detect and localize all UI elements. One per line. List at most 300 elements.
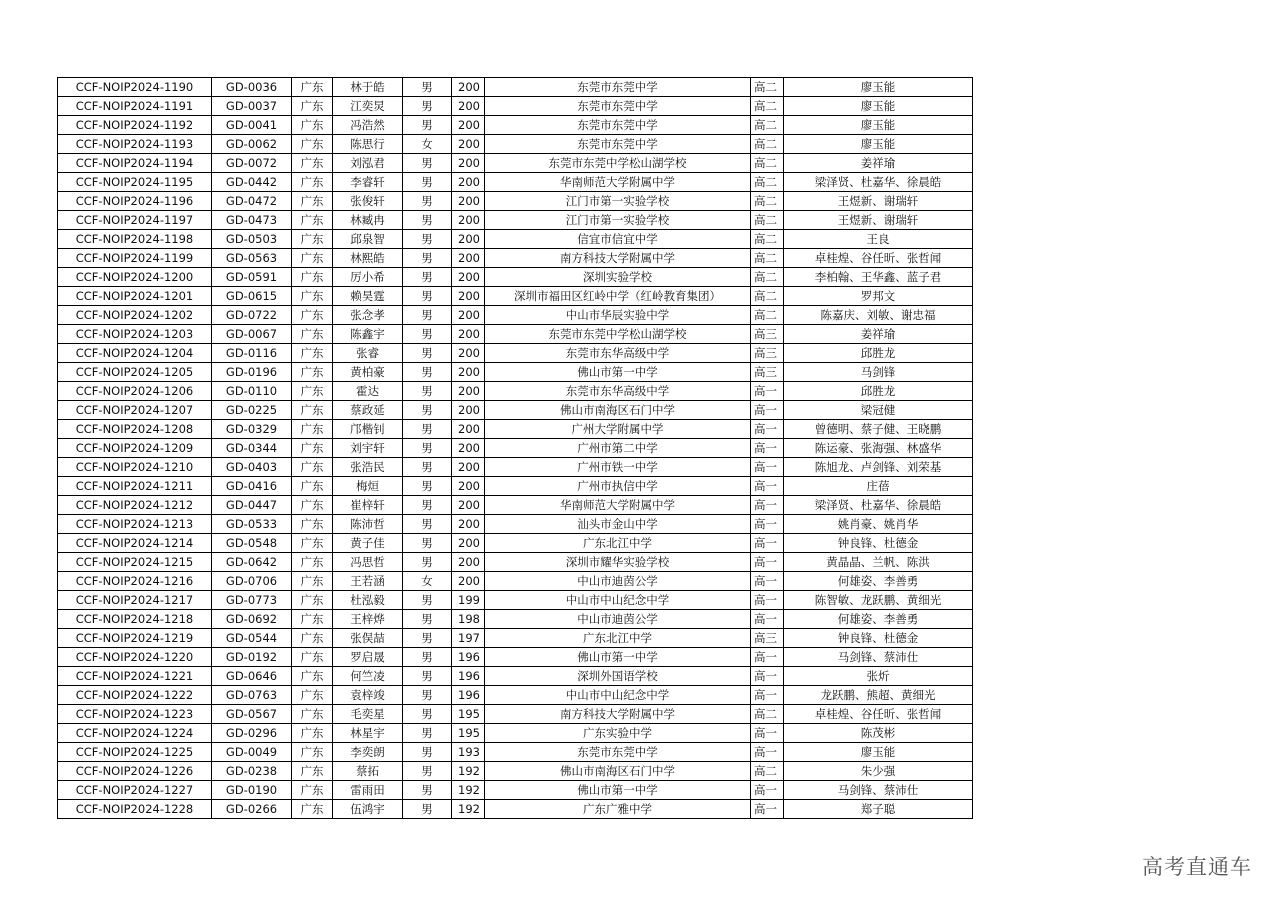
school-cell: 广州市第二中学 (485, 439, 751, 458)
cert-id-cell: CCF-NOIP2024-1225 (58, 743, 212, 762)
score-cell: 200 (452, 192, 485, 211)
contestant-id-cell: GD-0533 (212, 515, 292, 534)
school-cell: 中山市华辰实验中学 (485, 306, 751, 325)
score-cell: 200 (452, 268, 485, 287)
score-cell: 200 (452, 477, 485, 496)
school-cell: 佛山市第一中学 (485, 781, 751, 800)
contestant-id-cell: GD-0567 (212, 705, 292, 724)
gender-cell: 男 (403, 781, 452, 800)
grade-cell: 高二 (751, 306, 784, 325)
coach-cell: 廖玉能 (784, 135, 973, 154)
province-cell: 广东 (292, 382, 333, 401)
score-cell: 193 (452, 743, 485, 762)
gender-cell: 男 (403, 211, 452, 230)
table-row (58, 667, 973, 686)
contestant-id-cell: GD-0646 (212, 667, 292, 686)
table-row (58, 325, 973, 344)
name-cell: 邱泉智 (333, 230, 403, 249)
school-cell: 东莞市东莞中学 (485, 97, 751, 116)
gender-cell: 男 (403, 306, 452, 325)
contestant-id-cell: GD-0196 (212, 363, 292, 382)
contestant-id-cell: GD-0773 (212, 591, 292, 610)
name-cell: 蔡拓 (333, 762, 403, 781)
contestant-id-cell: GD-0266 (212, 800, 292, 819)
name-cell: 林星宇 (333, 724, 403, 743)
table-row (58, 781, 973, 800)
cert-id-cell: CCF-NOIP2024-1221 (58, 667, 212, 686)
province-cell: 广东 (292, 496, 333, 515)
name-cell: 王梓烨 (333, 610, 403, 629)
school-cell: 广州市铁一中学 (485, 458, 751, 477)
grade-cell: 高一 (751, 534, 784, 553)
province-cell: 广东 (292, 439, 333, 458)
coach-cell: 邱胜龙 (784, 382, 973, 401)
province-cell: 广东 (292, 667, 333, 686)
table-row (58, 686, 973, 705)
coach-cell: 姚肖豪、姚肖华 (784, 515, 973, 534)
grade-cell: 高一 (751, 667, 784, 686)
school-cell: 广东北江中学 (485, 534, 751, 553)
table-row (58, 78, 973, 97)
province-cell: 广东 (292, 325, 333, 344)
table-row (58, 401, 973, 420)
gender-cell: 男 (403, 477, 452, 496)
name-cell: 冯思哲 (333, 553, 403, 572)
coach-cell: 王煜新、谢瑞轩 (784, 211, 973, 230)
table-body (58, 78, 973, 819)
name-cell: 蔡政延 (333, 401, 403, 420)
score-cell: 200 (452, 420, 485, 439)
gender-cell: 男 (403, 363, 452, 382)
coach-cell: 廖玉能 (784, 743, 973, 762)
score-cell: 200 (452, 249, 485, 268)
cert-id-cell: CCF-NOIP2024-1209 (58, 439, 212, 458)
province-cell: 广东 (292, 781, 333, 800)
cert-id-cell: CCF-NOIP2024-1204 (58, 344, 212, 363)
contestant-id-cell: GD-0447 (212, 496, 292, 515)
contestant-id-cell: GD-0067 (212, 325, 292, 344)
grade-cell: 高一 (751, 743, 784, 762)
cert-id-cell: CCF-NOIP2024-1208 (58, 420, 212, 439)
coach-cell: 朱少强 (784, 762, 973, 781)
grade-cell: 高三 (751, 344, 784, 363)
coach-cell: 卓桂煌、谷任昕、张哲闻 (784, 249, 973, 268)
province-cell: 广东 (292, 477, 333, 496)
grade-cell: 高三 (751, 325, 784, 344)
name-cell: 何竺凌 (333, 667, 403, 686)
grade-cell: 高二 (751, 192, 784, 211)
gender-cell: 男 (403, 173, 452, 192)
cert-id-cell: CCF-NOIP2024-1213 (58, 515, 212, 534)
cert-id-cell: CCF-NOIP2024-1219 (58, 629, 212, 648)
school-cell: 中山市迪茵公学 (485, 610, 751, 629)
gender-cell: 男 (403, 287, 452, 306)
province-cell: 广东 (292, 591, 333, 610)
province-cell: 广东 (292, 135, 333, 154)
school-cell: 佛山市第一中学 (485, 363, 751, 382)
grade-cell: 高一 (751, 572, 784, 591)
grade-cell: 高二 (751, 762, 784, 781)
score-cell: 200 (452, 363, 485, 382)
contestant-id-cell: GD-0192 (212, 648, 292, 667)
score-cell: 200 (452, 496, 485, 515)
table-row (58, 287, 973, 306)
grade-cell: 高二 (751, 249, 784, 268)
coach-cell: 郑子聪 (784, 800, 973, 819)
school-cell: 汕头市金山中学 (485, 515, 751, 534)
gender-cell: 男 (403, 268, 452, 287)
coach-cell: 黄晶晶、兰帆、陈洪 (784, 553, 973, 572)
contestant-id-cell: GD-0238 (212, 762, 292, 781)
school-cell: 华南师范大学附属中学 (485, 496, 751, 515)
contestant-id-cell: GD-0692 (212, 610, 292, 629)
coach-cell: 何雄姿、李善勇 (784, 610, 973, 629)
cert-id-cell: CCF-NOIP2024-1192 (58, 116, 212, 135)
name-cell: 崔梓轩 (333, 496, 403, 515)
cert-id-cell: CCF-NOIP2024-1195 (58, 173, 212, 192)
grade-cell: 高一 (751, 800, 784, 819)
coach-cell: 龙跃鹏、熊超、黄细光 (784, 686, 973, 705)
province-cell: 广东 (292, 743, 333, 762)
gender-cell: 男 (403, 724, 452, 743)
score-cell: 196 (452, 648, 485, 667)
name-cell: 刘宇轩 (333, 439, 403, 458)
table-row (58, 724, 973, 743)
score-cell: 200 (452, 97, 485, 116)
contestant-id-cell: GD-0062 (212, 135, 292, 154)
grade-cell: 高二 (751, 97, 784, 116)
coach-cell: 陈运豪、张海强、林盛华 (784, 439, 973, 458)
gender-cell: 男 (403, 762, 452, 781)
coach-cell: 王煜新、谢瑞轩 (784, 192, 973, 211)
coach-cell: 卓桂煌、谷任昕、张哲闻 (784, 705, 973, 724)
grade-cell: 高一 (751, 401, 784, 420)
table-row (58, 610, 973, 629)
gender-cell: 男 (403, 629, 452, 648)
gender-cell: 男 (403, 667, 452, 686)
province-cell: 广东 (292, 230, 333, 249)
province-cell: 广东 (292, 553, 333, 572)
province-cell: 广东 (292, 154, 333, 173)
province-cell: 广东 (292, 705, 333, 724)
grade-cell: 高一 (751, 724, 784, 743)
coach-cell: 钟良锋、杜德金 (784, 629, 973, 648)
table-row (58, 496, 973, 515)
table-row (58, 249, 973, 268)
cert-id-cell: CCF-NOIP2024-1222 (58, 686, 212, 705)
cert-id-cell: CCF-NOIP2024-1223 (58, 705, 212, 724)
school-cell: 深圳外国语学校 (485, 667, 751, 686)
coach-cell: 姜祥瑜 (784, 154, 973, 173)
province-cell: 广东 (292, 762, 333, 781)
cert-id-cell: CCF-NOIP2024-1228 (58, 800, 212, 819)
province-cell: 广东 (292, 401, 333, 420)
coach-cell: 姜祥瑜 (784, 325, 973, 344)
name-cell: 陈鑫宇 (333, 325, 403, 344)
school-cell: 中山市中山纪念中学 (485, 591, 751, 610)
contestant-id-cell: GD-0563 (212, 249, 292, 268)
gender-cell: 男 (403, 610, 452, 629)
contestant-id-cell: GD-0190 (212, 781, 292, 800)
school-cell: 南方科技大学附属中学 (485, 249, 751, 268)
contestant-id-cell: GD-0041 (212, 116, 292, 135)
school-cell: 东莞市东莞中学 (485, 743, 751, 762)
grade-cell: 高一 (751, 420, 784, 439)
score-cell: 192 (452, 781, 485, 800)
contestant-id-cell: GD-0110 (212, 382, 292, 401)
score-cell: 195 (452, 724, 485, 743)
score-cell: 200 (452, 534, 485, 553)
name-cell: 张睿 (333, 344, 403, 363)
province-cell: 广东 (292, 648, 333, 667)
gender-cell: 男 (403, 439, 452, 458)
school-cell: 深圳市耀华实验学校 (485, 553, 751, 572)
contestant-id-cell: GD-0642 (212, 553, 292, 572)
school-cell: 东莞市东莞中学松山湖学校 (485, 325, 751, 344)
grade-cell: 高一 (751, 458, 784, 477)
table-row (58, 591, 973, 610)
province-cell: 广东 (292, 192, 333, 211)
name-cell: 杜泓毅 (333, 591, 403, 610)
gender-cell: 男 (403, 192, 452, 211)
school-cell: 广东广雅中学 (485, 800, 751, 819)
grade-cell: 高二 (751, 211, 784, 230)
score-cell: 200 (452, 344, 485, 363)
watermark-text: 高考直通车 (1142, 855, 1252, 879)
grade-cell: 高二 (751, 287, 784, 306)
gender-cell: 男 (403, 230, 452, 249)
cert-id-cell: CCF-NOIP2024-1210 (58, 458, 212, 477)
contestant-id-cell: GD-0072 (212, 154, 292, 173)
table-row (58, 382, 973, 401)
coach-cell: 梁冠健 (784, 401, 973, 420)
table-row (58, 363, 973, 382)
grade-cell: 高二 (751, 705, 784, 724)
coach-cell: 王良 (784, 230, 973, 249)
school-cell: 江门市第一实验学校 (485, 211, 751, 230)
table-row (58, 230, 973, 249)
cert-id-cell: CCF-NOIP2024-1203 (58, 325, 212, 344)
gender-cell: 男 (403, 420, 452, 439)
grade-cell: 高二 (751, 230, 784, 249)
gender-cell: 男 (403, 496, 452, 515)
name-cell: 张俣喆 (333, 629, 403, 648)
table-row (58, 211, 973, 230)
province-cell: 广东 (292, 629, 333, 648)
grade-cell: 高二 (751, 78, 784, 97)
gender-cell: 男 (403, 78, 452, 97)
cert-id-cell: CCF-NOIP2024-1226 (58, 762, 212, 781)
table-row (58, 344, 973, 363)
province-cell: 广东 (292, 306, 333, 325)
gender-cell: 男 (403, 743, 452, 762)
score-cell: 200 (452, 458, 485, 477)
contestant-id-cell: GD-0036 (212, 78, 292, 97)
table-row (58, 572, 973, 591)
cert-id-cell: CCF-NOIP2024-1199 (58, 249, 212, 268)
score-cell: 200 (452, 572, 485, 591)
contestant-id-cell: GD-0722 (212, 306, 292, 325)
name-cell: 李睿轩 (333, 173, 403, 192)
name-cell: 罗启晟 (333, 648, 403, 667)
province-cell: 广东 (292, 458, 333, 477)
school-cell: 深圳市福田区红岭中学（红岭教育集团） (485, 287, 751, 306)
grade-cell: 高一 (751, 610, 784, 629)
contestant-id-cell: GD-0116 (212, 344, 292, 363)
coach-cell: 李柏翰、王华鑫、蓝子君 (784, 268, 973, 287)
coach-cell: 庄蓓 (784, 477, 973, 496)
coach-cell: 梁泽贤、杜嘉华、徐晨皓 (784, 173, 973, 192)
gender-cell: 男 (403, 344, 452, 363)
coach-cell: 廖玉能 (784, 97, 973, 116)
province-cell: 广东 (292, 78, 333, 97)
gender-cell: 男 (403, 154, 452, 173)
name-cell: 邝楷钊 (333, 420, 403, 439)
province-cell: 广东 (292, 363, 333, 382)
province-cell: 广东 (292, 268, 333, 287)
contestant-id-cell: GD-0442 (212, 173, 292, 192)
cert-id-cell: CCF-NOIP2024-1198 (58, 230, 212, 249)
table-row (58, 306, 973, 325)
cert-id-cell: CCF-NOIP2024-1193 (58, 135, 212, 154)
grade-cell: 高三 (751, 629, 784, 648)
school-cell: 东莞市东莞中学 (485, 116, 751, 135)
province-cell: 广东 (292, 800, 333, 819)
school-cell: 华南师范大学附属中学 (485, 173, 751, 192)
cert-id-cell: CCF-NOIP2024-1196 (58, 192, 212, 211)
school-cell: 广东实验中学 (485, 724, 751, 743)
coach-cell: 陈旭龙、卢剑锋、刘荣基 (784, 458, 973, 477)
score-cell: 200 (452, 306, 485, 325)
contestant-id-cell: GD-0763 (212, 686, 292, 705)
table-row (58, 458, 973, 477)
name-cell: 伍鸿宇 (333, 800, 403, 819)
contestant-id-cell: GD-0416 (212, 477, 292, 496)
coach-cell: 钟良锋、杜德金 (784, 534, 973, 553)
contestant-id-cell: GD-0591 (212, 268, 292, 287)
grade-cell: 高一 (751, 781, 784, 800)
contestant-id-cell: GD-0473 (212, 211, 292, 230)
table-row (58, 116, 973, 135)
cert-id-cell: CCF-NOIP2024-1194 (58, 154, 212, 173)
name-cell: 陈沛哲 (333, 515, 403, 534)
school-cell: 东莞市东莞中学松山湖学校 (485, 154, 751, 173)
name-cell: 张浩民 (333, 458, 403, 477)
score-cell: 200 (452, 116, 485, 135)
cert-id-cell: CCF-NOIP2024-1227 (58, 781, 212, 800)
coach-cell: 何雄姿、李善勇 (784, 572, 973, 591)
school-cell: 深圳实验学校 (485, 268, 751, 287)
cert-id-cell: CCF-NOIP2024-1218 (58, 610, 212, 629)
score-cell: 200 (452, 325, 485, 344)
school-cell: 东莞市东华高级中学 (485, 344, 751, 363)
province-cell: 广东 (292, 572, 333, 591)
gender-cell: 男 (403, 382, 452, 401)
table-row (58, 439, 973, 458)
coach-cell: 陈嘉庆、刘敏、谢忠福 (784, 306, 973, 325)
school-cell: 信宜市信宜中学 (485, 230, 751, 249)
grade-cell: 高三 (751, 363, 784, 382)
table-row (58, 268, 973, 287)
cert-id-cell: CCF-NOIP2024-1197 (58, 211, 212, 230)
province-cell: 广东 (292, 173, 333, 192)
gender-cell: 男 (403, 553, 452, 572)
school-cell: 佛山市南海区石门中学 (485, 762, 751, 781)
gender-cell: 男 (403, 686, 452, 705)
grade-cell: 高一 (751, 477, 784, 496)
score-cell: 200 (452, 382, 485, 401)
school-cell: 中山市迪茵公学 (485, 572, 751, 591)
gender-cell: 女 (403, 572, 452, 591)
score-cell: 198 (452, 610, 485, 629)
contestant-id-cell: GD-0503 (212, 230, 292, 249)
table-row (58, 477, 973, 496)
gender-cell: 男 (403, 515, 452, 534)
school-cell: 江门市第一实验学校 (485, 192, 751, 211)
gender-cell: 男 (403, 705, 452, 724)
grade-cell: 高二 (751, 135, 784, 154)
coach-cell: 廖玉能 (784, 116, 973, 135)
award-table (57, 77, 973, 819)
name-cell: 江奕炅 (333, 97, 403, 116)
name-cell: 林熙皓 (333, 249, 403, 268)
grade-cell: 高一 (751, 648, 784, 667)
coach-cell: 马剑锋 (784, 363, 973, 382)
gender-cell: 男 (403, 534, 452, 553)
school-cell: 东莞市东莞中学 (485, 78, 751, 97)
coach-cell: 廖玉能 (784, 78, 973, 97)
score-cell: 200 (452, 553, 485, 572)
table-row (58, 97, 973, 116)
gender-cell: 男 (403, 325, 452, 344)
school-cell: 佛山市南海区石门中学 (485, 401, 751, 420)
table-row (58, 534, 973, 553)
table-row (58, 192, 973, 211)
table-row (58, 515, 973, 534)
name-cell: 雷雨田 (333, 781, 403, 800)
province-cell: 广东 (292, 420, 333, 439)
score-cell: 200 (452, 135, 485, 154)
table-row (58, 553, 973, 572)
cert-id-cell: CCF-NOIP2024-1205 (58, 363, 212, 382)
name-cell: 张念孝 (333, 306, 403, 325)
province-cell: 广东 (292, 287, 333, 306)
school-cell: 南方科技大学附属中学 (485, 705, 751, 724)
table-row (58, 173, 973, 192)
province-cell: 广东 (292, 249, 333, 268)
grade-cell: 高二 (751, 116, 784, 135)
contestant-id-cell: GD-0329 (212, 420, 292, 439)
cert-id-cell: CCF-NOIP2024-1190 (58, 78, 212, 97)
name-cell: 张俊轩 (333, 192, 403, 211)
grade-cell: 高一 (751, 553, 784, 572)
contestant-id-cell: GD-0296 (212, 724, 292, 743)
gender-cell: 男 (403, 800, 452, 819)
coach-cell: 梁泽贤、杜嘉华、徐晨皓 (784, 496, 973, 515)
name-cell: 林于皓 (333, 78, 403, 97)
cert-id-cell: CCF-NOIP2024-1220 (58, 648, 212, 667)
cert-id-cell: CCF-NOIP2024-1224 (58, 724, 212, 743)
name-cell: 陈思行 (333, 135, 403, 154)
province-cell: 广东 (292, 686, 333, 705)
gender-cell: 男 (403, 591, 452, 610)
school-cell: 佛山市第一中学 (485, 648, 751, 667)
score-cell: 199 (452, 591, 485, 610)
table-row (58, 154, 973, 173)
grade-cell: 高一 (751, 382, 784, 401)
cert-id-cell: CCF-NOIP2024-1202 (58, 306, 212, 325)
score-cell: 197 (452, 629, 485, 648)
